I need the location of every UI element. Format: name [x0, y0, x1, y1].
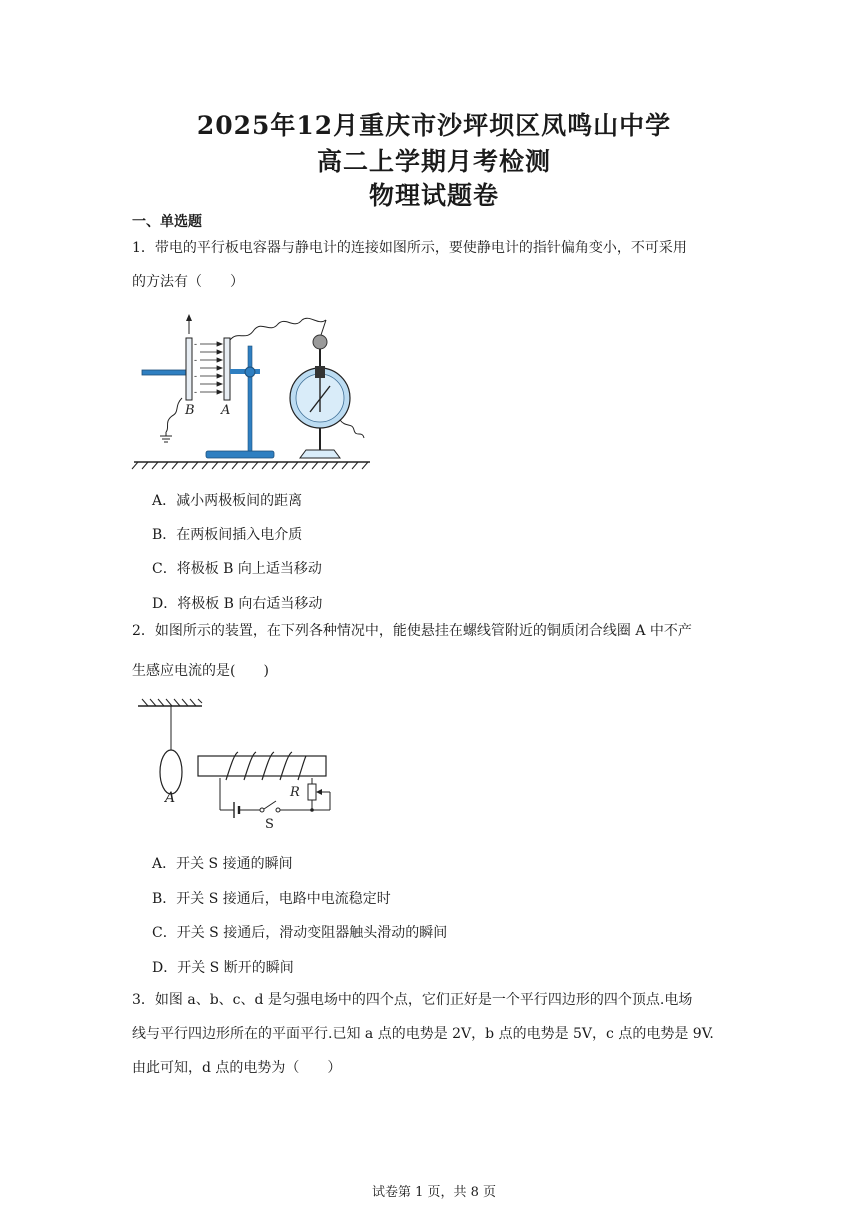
solenoid-circuit-figure — [134, 698, 344, 830]
question-3-number: 3． — [132, 992, 155, 1008]
title-line-3: 物理试题卷 — [368, 181, 499, 210]
question-2-option-a: A．开关 S 接通的瞬间 — [152, 856, 293, 872]
plate-b-label: B — [185, 403, 195, 418]
question-3-stem-1: 如图 a、b、c、d 是匀强电场中的四个点，它们正好是一个平行四边形的四个顶点.电场 — [154, 992, 693, 1008]
page-footer: 试卷第 1 页，共 8 页 — [371, 1185, 497, 1200]
question-3-line-1 — [132, 990, 744, 1010]
question-2-stem-2: 生感应电流的是( ) — [132, 663, 269, 679]
question-3-stem-3: 由此可知，d 点的电势为（ ） — [132, 1060, 342, 1076]
svg-text:-: - — [194, 340, 198, 350]
question-2-option-b: B．开关 S 接通后，电路中电流稳定时 — [152, 891, 391, 907]
coil-a-label: A — [165, 790, 176, 806]
question-2-stem-1: 如图所示的装置，在下列各种情况中，能使悬挂在螺线管附近的铜质闭合线圈 A 中不产 — [154, 623, 692, 639]
question-1-option-a: A．减小两极板间的距离 — [152, 493, 303, 509]
svg-text:-: - — [194, 356, 198, 366]
question-2-option-d: D．开关 S 断开的瞬间 — [152, 960, 294, 976]
title-line-1: 2025年12月重庆市沙坪坝区凤鸣山中学 — [196, 111, 672, 140]
svg-text:-: - — [194, 388, 198, 398]
plate-a-label: A — [221, 403, 231, 418]
question-1-number: 1． — [132, 240, 155, 256]
svg-text:-: - — [194, 372, 198, 382]
title-line-2: 高二上学期月考检测 — [316, 147, 551, 176]
question-2-number: 2． — [132, 623, 155, 639]
capacitor-electroscope-figure — [130, 312, 380, 470]
switch-s-label: S — [265, 817, 274, 830]
question-2-option-c: C．开关 S 接通后，滑动变阻器触头滑动的瞬间 — [152, 925, 448, 941]
question-3-stem-2: 线与平行四边形所在的平面平行.已知 a 点的电势是 2V，b 点的电势是 5V，c 点的电势是 9V. — [132, 1026, 714, 1042]
question-1-option-b: B．在两板间插入电介质 — [152, 527, 303, 543]
question-1-option-d: D．将极板 B 向右适当移动 — [152, 596, 323, 612]
section-heading: 一、单选题 — [132, 214, 202, 230]
question-1-stem-2: 的方法有（ ） — [132, 274, 244, 290]
question-1-option-c: C．将极板 B 向上适当移动 — [152, 561, 322, 577]
question-1-line-1 — [132, 238, 744, 258]
question-1-stem-1: 带电的平行板电容器与静电计的连接如图所示，要使静电计的指针偏角变小，不可采用 — [154, 240, 687, 256]
question-2-line-1 — [132, 621, 744, 641]
resistor-r-label: R — [290, 785, 300, 800]
